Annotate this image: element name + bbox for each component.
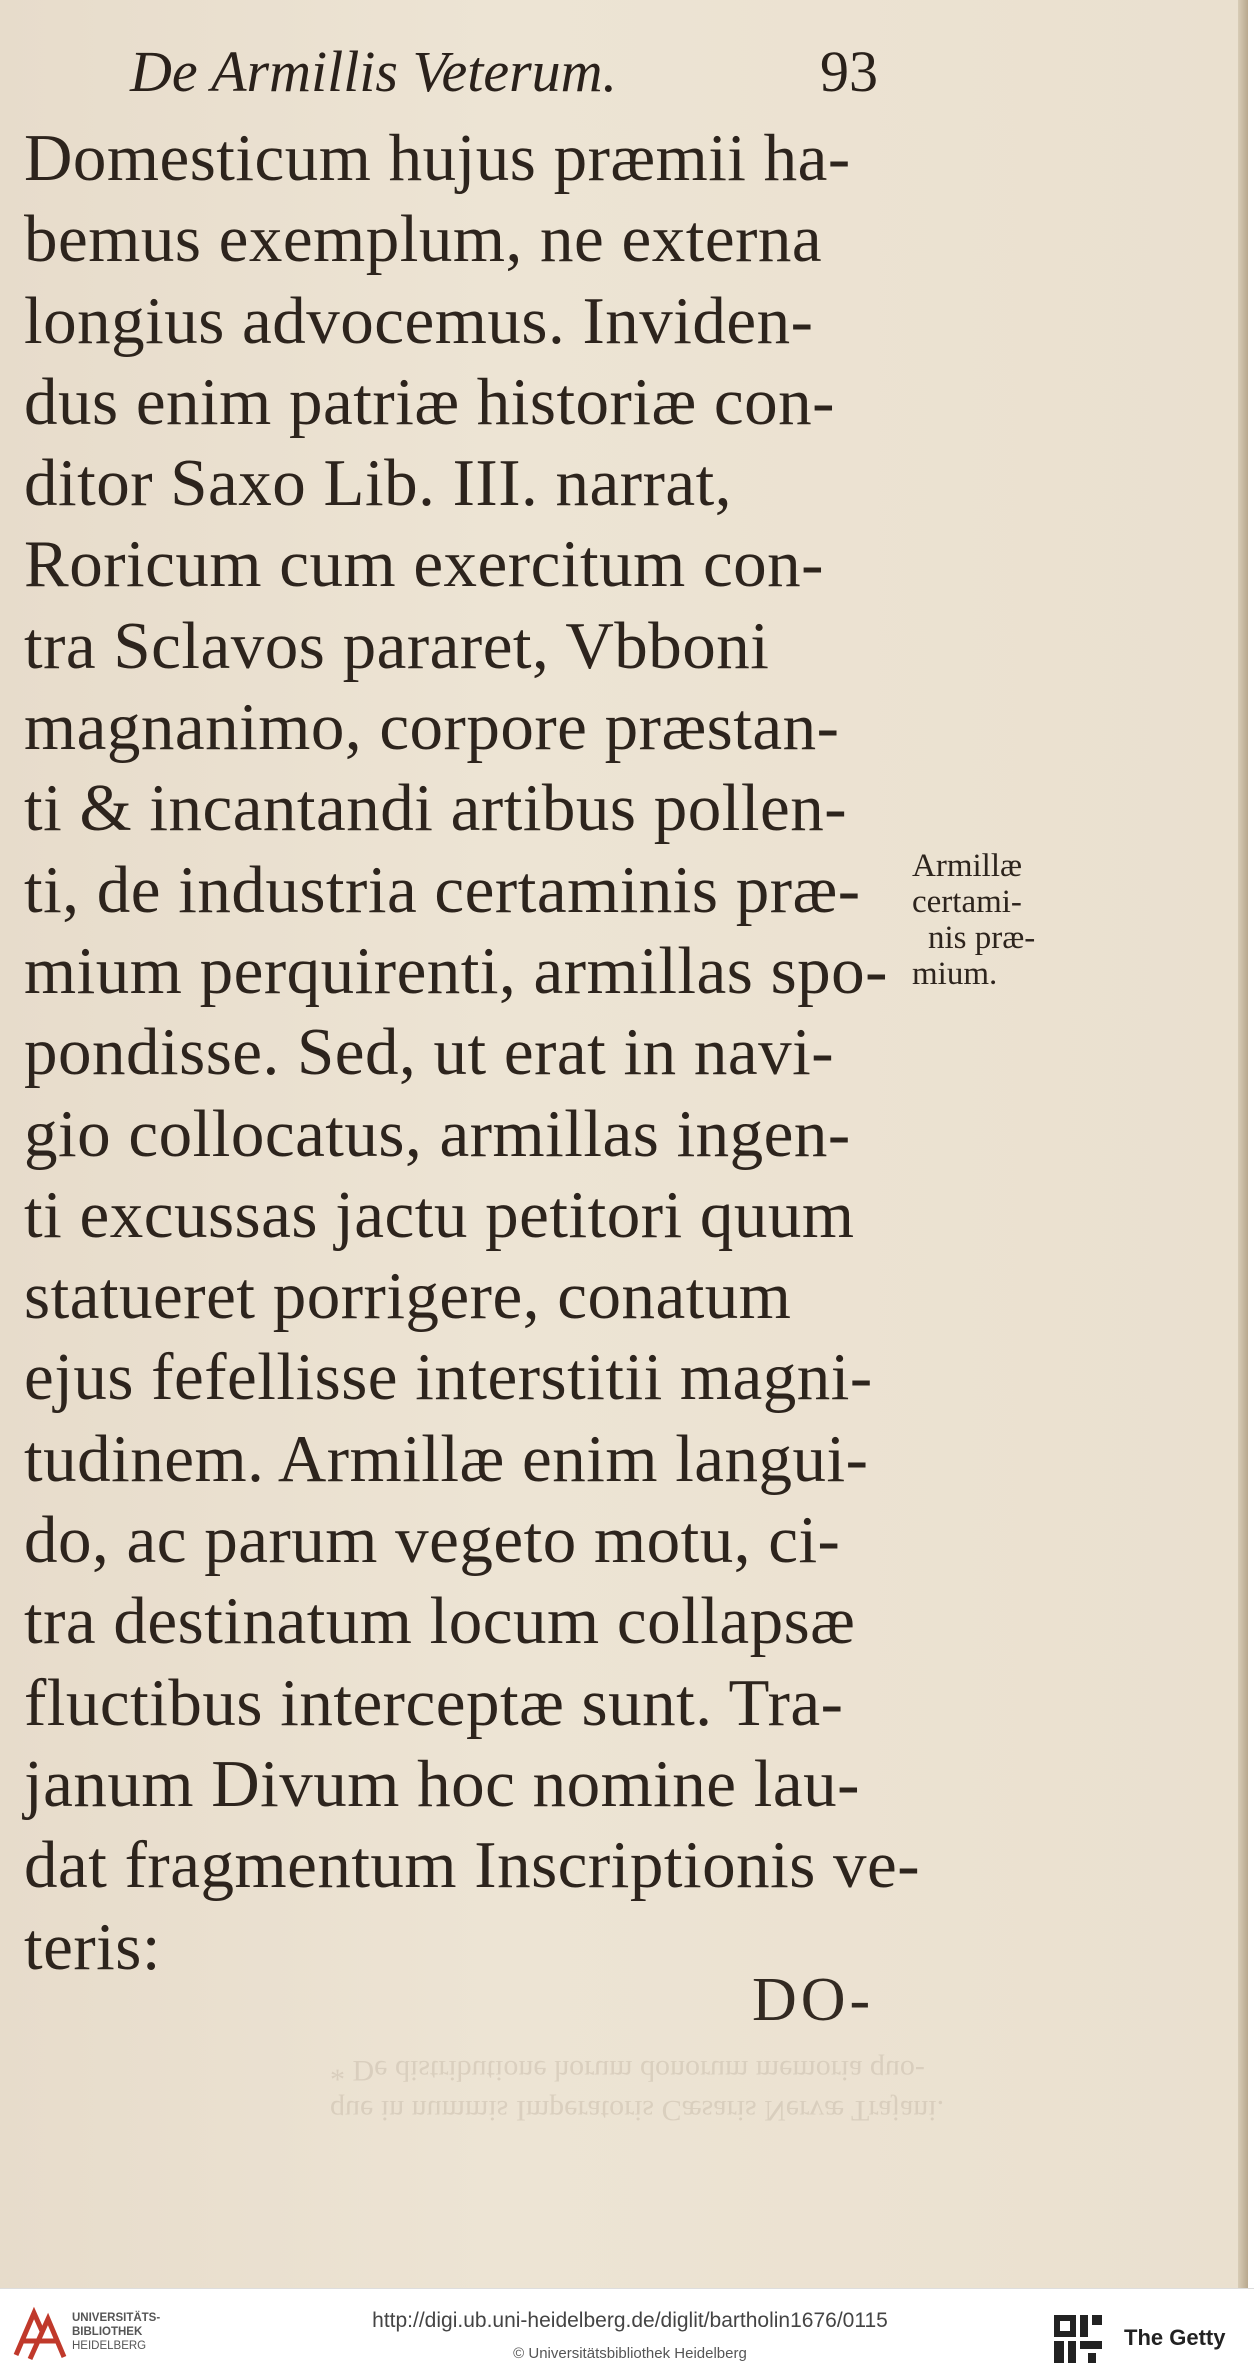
text-line: ejus fefellisse interstitii magni- xyxy=(24,1340,873,1415)
footer-bar xyxy=(0,2288,1254,2380)
text-line: janum Divum hoc nomine lau- xyxy=(24,1746,860,1821)
bleed-through-line: que in nummis Imperatoris Cæsaris Nervæ Trajani. xyxy=(330,2094,945,2127)
text-line: gio collocatus, armillas ingen- xyxy=(24,1096,851,1171)
partner-name: The Getty xyxy=(1124,2325,1226,2350)
catchword: DO- xyxy=(752,1966,875,2034)
page-number: 93 xyxy=(820,39,878,104)
text-line: dus enim patriæ historiæ con- xyxy=(24,364,835,439)
text-line: statueret porrigere, conatum xyxy=(24,1259,792,1334)
text-line: ditor Saxo Lib. III. narrat, xyxy=(24,446,732,521)
text-line: dat fragmentum Inscriptionis ve- xyxy=(24,1828,921,1903)
text-line: mium perquirenti, armillas spo- xyxy=(24,933,888,1008)
margin-note-line: mium. xyxy=(912,956,998,992)
text-line: longius advocemus. Inviden- xyxy=(24,283,814,358)
margin-note-line: nis præ- xyxy=(928,920,1036,956)
text-line: do, ac parum vegeto motu, ci- xyxy=(24,1503,841,1578)
permalink-url[interactable]: http://digi.ub.uni-heidelberg.de/diglit/bartholin1676/0115 xyxy=(372,2309,888,2332)
text-line: fluctibus interceptæ sunt. Tra- xyxy=(24,1665,844,1740)
bleed-through-text xyxy=(330,2050,1120,2130)
text-line: pondisse. Sed, ut erat in navi- xyxy=(24,1015,835,1090)
text-line: ti & incantandi artibus pollen- xyxy=(24,771,848,846)
margin-note-line: certami- xyxy=(912,884,1022,920)
text-line: bemus exemplum, ne externa xyxy=(24,202,823,277)
running-header xyxy=(130,38,910,108)
institution-name: UNIVERSITÄTS- BIBLIOTHEK HEIDELBERG xyxy=(72,2312,161,2352)
text-line: Domesticum hujus præmii ha- xyxy=(24,121,851,195)
bleed-through-line: * De distributione horum donorum memoria quo- xyxy=(330,2054,925,2087)
text-line: Roricum cum exercitum con- xyxy=(24,527,824,602)
text-line: ti excussas jactu petitori quum xyxy=(24,1177,855,1252)
margin-note-line: Armillæ xyxy=(912,848,1023,884)
getty-logo-icon[interactable] xyxy=(1052,2313,1104,2365)
text-line: teris: xyxy=(24,1909,161,1984)
copyright-notice: © Universitätsbibliothek Heidelberg xyxy=(513,2345,747,2362)
university-library-logo-icon[interactable] xyxy=(12,2305,68,2365)
running-title: De Armillis Veterum. xyxy=(130,39,618,104)
text-line: tra destinatum locum collapsæ xyxy=(24,1584,856,1659)
body-text xyxy=(24,118,921,1988)
text-line: magnanimo, corpore præstan- xyxy=(24,690,840,765)
text-line: tra Sclavos pararet, Vbboni xyxy=(24,608,770,683)
text-line: ti, de industria certaminis præ- xyxy=(24,852,861,927)
text-line: tudinem. Armillæ enim langui- xyxy=(24,1421,869,1496)
marginal-note xyxy=(912,848,1035,992)
